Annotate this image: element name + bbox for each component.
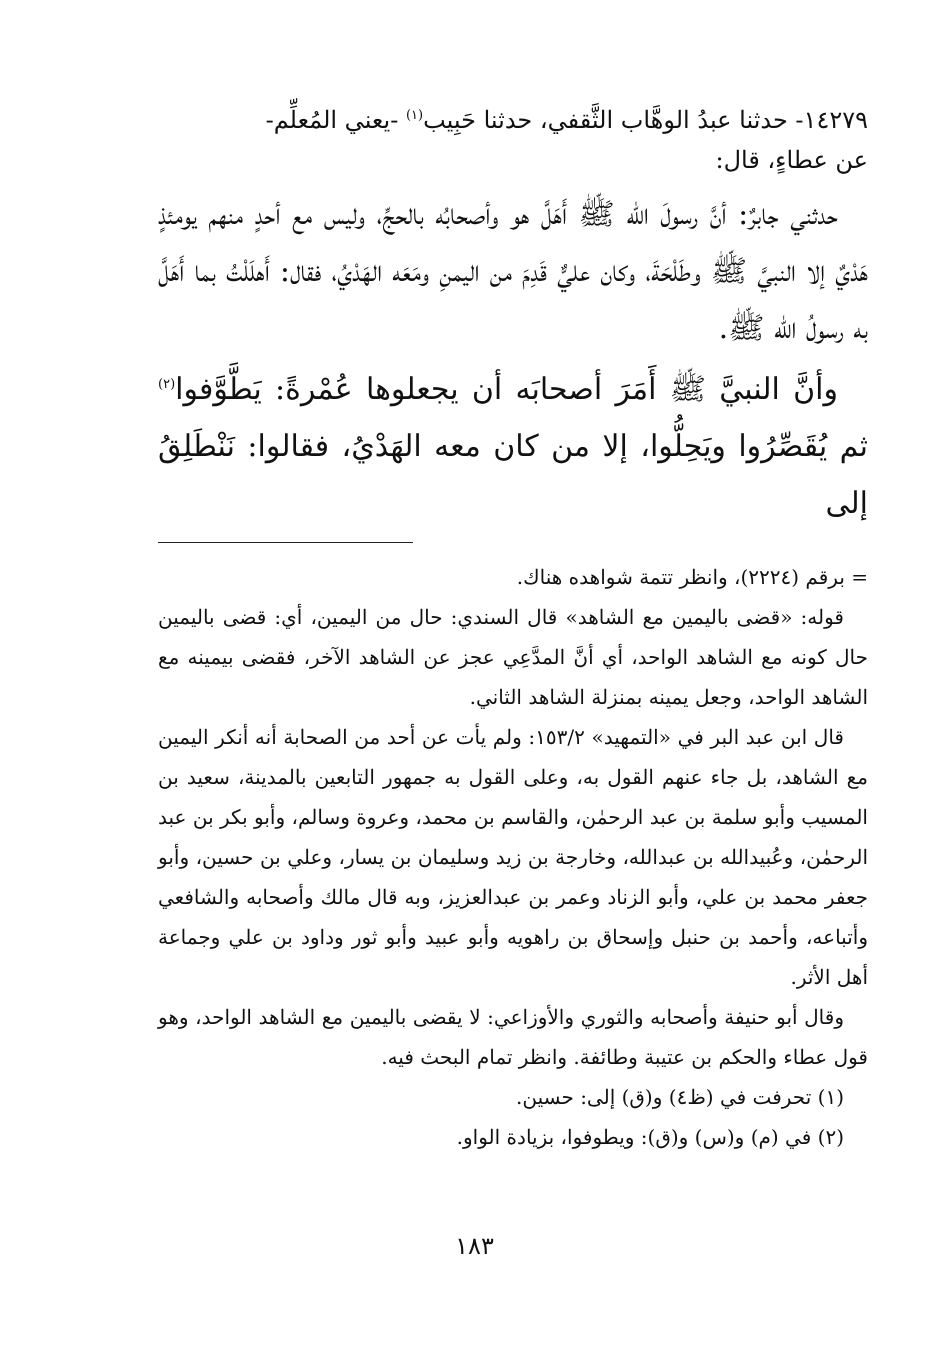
note-paragraph-2: قال ابن عبد البر في «التمهيد» ١٥٣/٢: ولم يأت عن أحد من الصحابة أنه أنكر اليمين مع الشاهد، بل جاء عنهم القول به، وعلى القول به جمهور التابعين بالمدينة، سعيد بن المسيب وأبو سلمة بن عبد الرحمٰن، والقاسم بن محمد، وعروة وسالم، وأبو بكر بن عبد الرحمٰن، وعُبيدالله بن عبدالله، وخارجة بن زيد وسليمان بن يسار، وعلي بن حسين، وأبو جعفر محمد بن علي، وأبو الزناد وعمر بن عبدالعزيز، وبه قال مالك وأصحابه والشافعي وأتباعه، وأحمد بن حنبل وإسحاق بن راهويه وأبو عبيد وأبو ثور وداود بن علي وجماعة أهل الأثر. [158, 725, 868, 989]
commentary-notes [158, 557, 868, 1077]
footnote-1: (١) تحرفت في (ظ٤) و(ق) إلى: حسين. [516, 1085, 844, 1109]
matn-paragraph-2: وأنَّ النبيَّ ﷺ أَمَرَ أصحابَه أن يجعلوها عُمْرةً: يَطَّوَّفوا$^{(٢)}$ ثم يُقَصِّرُوا ويَحِلُّوا، إلا من كان معه الهَدْيُ، فقالوا: نَنْطَلِقُ إلى [158, 372, 868, 521]
footnotes [158, 1077, 868, 1157]
hadith-matn [158, 186, 868, 532]
note-paragraph-1: قوله: «قضى باليمين مع الشاهد» قال السندي: حال من اليمين، أي: قضى باليمين حال كونه مع الشاهد الواحد، أي أنَّ المدَّعِي عجز عن الشاهد الآخر، فقضى بيمينه مع الشاهد الواحد، وجعل يمينه بمنزلة الشاهد الثاني. [158, 605, 868, 709]
matn-paragraph-1: حدثني جابرٌ: أنَّ رسولَ الله ﷺ أَهَلَّ هو وأصحابُه بالحجِّ، وليس مع أحدٍ منهم يومئذٍ هَدْيٌ إلا النبيَّ ﷺ وطَلْحَةَ، وكان عليٌّ قَدِمَ من اليمنِ ومَعَه الهَدْيُ، فقال: أَهلَلْتُ بما أَهَلَّ به رسولُ الله ﷺ. [158, 197, 868, 346]
isnad-line-1: ١٤٢٧٩- حدثنا عبدُ الوهَّاب الثَّقفي، حدثنا حَبِيب$^{(١)}$ -يعني المُعلِّم- [265, 106, 868, 134]
note-paragraph-3: وقال أبو حنيفة وأصحابه والثوري والأوزاعي: لا يقضى باليمين مع الشاهد الواحد، وهو قول عطاء والحكم بن عتيبة وطائفة. وانظر تمام البحث فيه. [158, 1005, 868, 1069]
footnote-2: (٢) في (م) و(س) و(ق): ويطوفوا، بزيادة الواو. [456, 1125, 844, 1149]
hadith-isnad [158, 100, 868, 180]
footnote-divider [158, 542, 413, 543]
footnote-marker-2: (٢) [158, 377, 176, 392]
footnote-marker-1: (١) [405, 108, 424, 123]
page-number: ١٨٣ [455, 1232, 494, 1260]
isnad-line-2: عن عطاءٍ، قال: [715, 146, 868, 174]
note-continuation: = برقم (٢٢٢٤)، وانظر تتمة شواهده هناك. [516, 565, 868, 589]
page-body [158, 100, 868, 1157]
